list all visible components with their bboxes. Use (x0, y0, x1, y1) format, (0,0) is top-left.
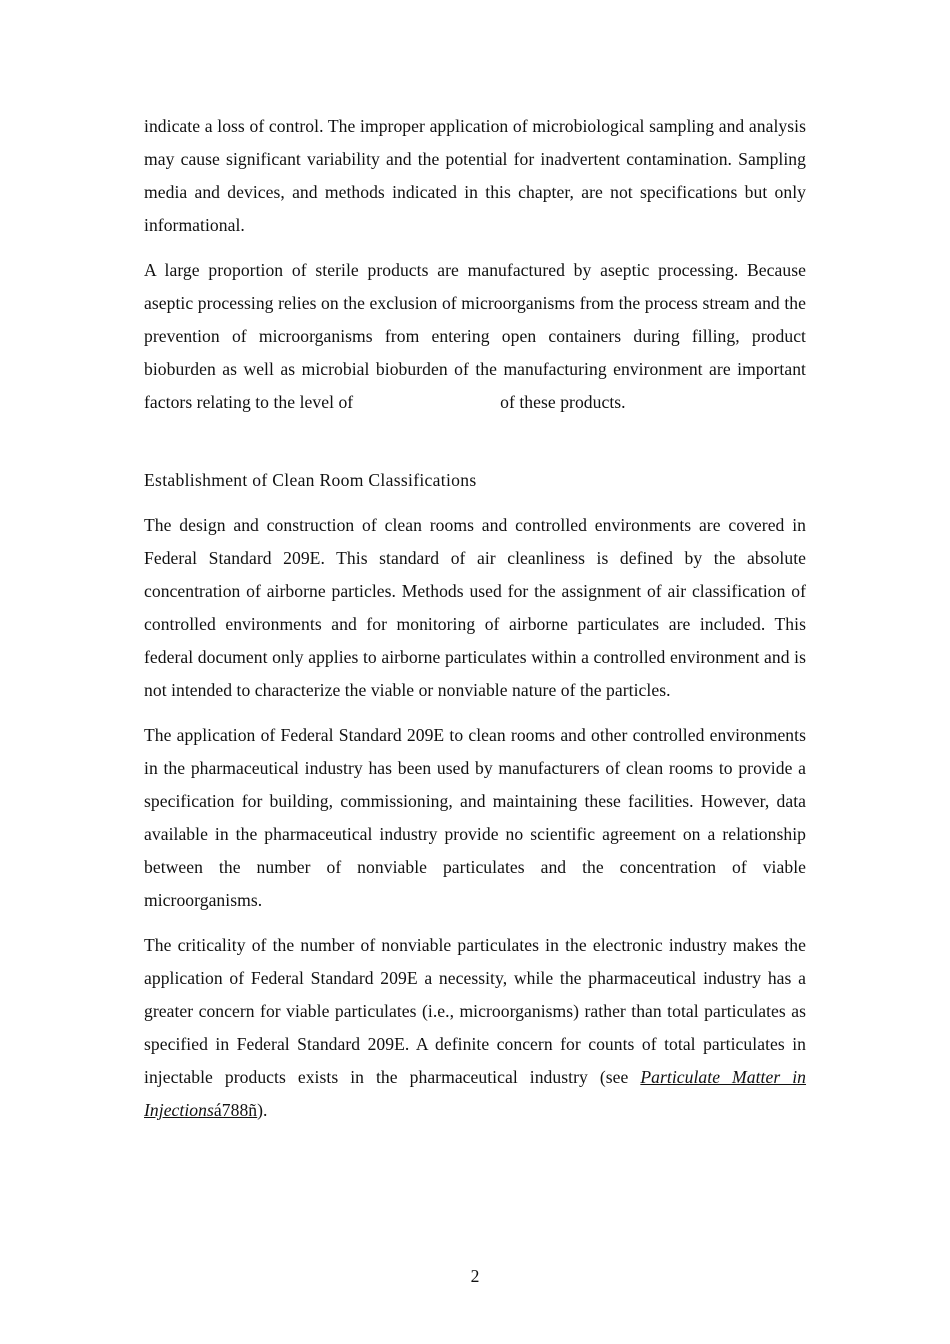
paragraph-text-part-2: of these products. (500, 392, 626, 412)
link-title: Particulate Matter in Injections (144, 1067, 807, 1120)
paragraph-text: The criticality of the number of nonviable particulates in the electronic industry makes the application of Federal Standard 209E a necessity, while the pharmaceutical industry has a greater concern for viable particulates (i.e., microorganisms) rather than total particulates as specified in Federal Standard 209E. A definite concern for counts of total particulates in injectable products exists in the pharmaceutical industry (see (144, 935, 806, 1087)
page-number: 2 (470, 1266, 480, 1286)
section-heading: Establishment of Clean Room Classifications (144, 470, 477, 490)
paragraph-text: indicate a loss of control. The improper application of microbiological sampling and analysis may cause significant variability and the potential for inadvertent contamination. Sampling media and devices, and methods indicated in this chapter, are not specifications but only informational. (144, 116, 806, 235)
paragraph-standard-application (144, 719, 806, 917)
paragraph-aseptic-processing (144, 254, 806, 419)
paragraph-loss-of-control (144, 110, 806, 242)
paragraph-text-part-1: A large proportion of sterile products are manufactured by aseptic processing. Because aseptic processing relies on the exclusion of microorganisms from the process stream and the prevention of microorganisms from entering open containers during filling, product bioburden as well as microbial bioburden of the manufacturing environment are important factors relating to the level of (144, 260, 806, 412)
paragraph-text: The application of Federal Standard 209E to clean rooms and other controlled environments in the pharmaceutical industry has been used by manufacturers of clean rooms to provide a specification for building, commissioning, and maintaining these facilities. However, data available in the pharmaceutical industry provide no scientific agreement on a relationship between the number of nonviable particulates and the concentration of viable microorganisms. (144, 725, 806, 910)
paragraph-text: The design and construction of clean rooms and controlled environments are covered in Federal Standard 209E. This standard of air cleanliness is defined by the absolute concentration of airborne particles. Methods used for the assignment of air classification of controlled environments and for monitoring of airborne particulates are included. This federal document only applies to airborne particulates within a controlled environment and is not intended to characterize the viable or nonviable nature of the particles. (144, 515, 806, 700)
paragraph-nonviable-particulates (144, 929, 806, 1127)
link-chapter: á788ñ (213, 1100, 258, 1120)
page-content (144, 110, 806, 1139)
paragraph-clean-room-design (144, 509, 806, 707)
paragraph-closing: ). (257, 1100, 268, 1120)
